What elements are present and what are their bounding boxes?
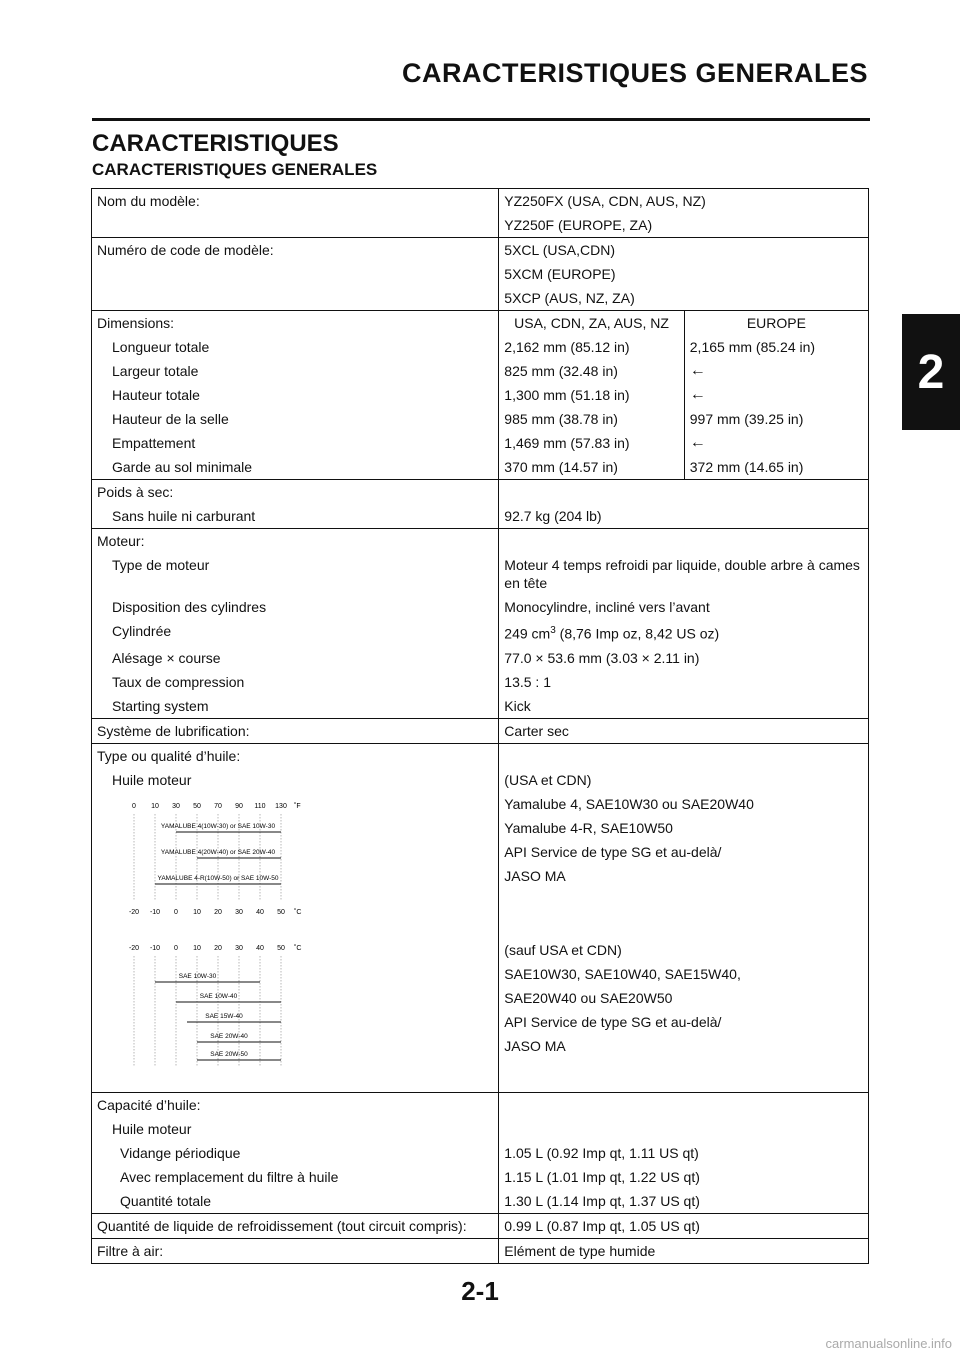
spec-sublabel: Taux de compression xyxy=(92,670,499,694)
tick-label-c: -10 xyxy=(149,944,161,952)
tick-label-c: 10 xyxy=(193,908,201,916)
spec-sublabel: Starting system xyxy=(92,694,499,719)
spec-value: 1,300 mm (51.18 in) xyxy=(499,383,684,407)
spec-label: Poids à sec: xyxy=(92,480,499,505)
tick-label-f: 10 xyxy=(151,802,159,810)
unit-label: ˚C xyxy=(294,908,302,916)
table-row xyxy=(92,1213,869,1238)
spec-value: Yamalube 4, SAE10W30 ou SAE20W40 xyxy=(504,795,754,812)
spec-label: Moteur: xyxy=(92,529,499,554)
table-row xyxy=(92,743,869,768)
spec-value: Kick xyxy=(499,694,869,719)
tick-label-c: 0 xyxy=(174,944,178,952)
spec-value: 370 mm (14.57 in) xyxy=(499,455,684,480)
table-row xyxy=(92,1117,869,1141)
spec-label: Capacité d’huile: xyxy=(92,1092,499,1117)
table-row xyxy=(92,646,869,670)
table-row xyxy=(92,619,869,646)
table-row xyxy=(92,1165,869,1189)
spec-value: 92.7 kg (204 lb) xyxy=(499,504,869,529)
spec-value: YZ250FX (USA, CDN, AUS, NZ) xyxy=(499,189,869,214)
same-as-arrow-icon: ← xyxy=(684,383,868,407)
table-row xyxy=(92,670,869,694)
spec-value: SAE10W30, SAE10W40, SAE15W40, xyxy=(504,965,741,982)
spec-value: Monocylindre, incliné vers l’avant xyxy=(499,595,869,619)
table-row xyxy=(92,189,869,214)
spec-sublabel: Disposition des cylindres xyxy=(92,595,499,619)
spec-label: Quantité de liquide de refroidissement (tout circuit compris): xyxy=(92,1213,499,1238)
spec-value: 1.30 L (1.14 Imp qt, 1.37 US qt) xyxy=(499,1189,869,1214)
tick-label-f: 0 xyxy=(132,802,136,810)
tick-label-c: 50 xyxy=(277,908,285,916)
table-row xyxy=(92,694,869,719)
tick-label-c: 20 xyxy=(214,944,222,952)
unit-label: ˚F xyxy=(294,802,301,810)
spec-value: 77.0 × 53.6 mm (3.03 × 2.11 in) xyxy=(499,646,869,670)
tick-label-f: 130 xyxy=(275,802,287,810)
spec-label: Dimensions: xyxy=(92,311,499,336)
unit-label: ˚C xyxy=(294,944,302,952)
spec-value: 13.5 : 1 xyxy=(499,670,869,694)
spec-sublabel: Quantité totale xyxy=(92,1189,499,1214)
spec-value: 1,469 mm (57.83 in) xyxy=(499,431,684,455)
tick-label-c: -20 xyxy=(128,944,140,952)
range-label: YAMALUBE 4(20W-40) or SAE 20W-40 xyxy=(160,848,276,856)
spec-label: Filtre à air: xyxy=(92,1238,499,1263)
tick-label-c: -20 xyxy=(128,908,140,916)
spec-value: 2,162 mm (85.12 in) xyxy=(499,335,684,359)
table-row xyxy=(92,407,869,431)
spec-value: API Service de type SG et au-delà/ xyxy=(504,1013,722,1030)
table-row xyxy=(92,335,869,359)
table-row xyxy=(92,238,869,263)
table-row xyxy=(92,504,869,529)
same-as-arrow-icon: ← xyxy=(684,359,868,383)
header-divider xyxy=(92,118,870,121)
table-row xyxy=(92,1092,869,1117)
tick-label-c: 10 xyxy=(193,944,201,952)
spec-value: YZ250F (EUROPE, ZA) xyxy=(499,213,869,238)
spec-sublabel: Garde au sol minimale xyxy=(92,455,499,480)
table-row xyxy=(92,383,869,407)
spec-sublabel: Avec remplacement du filtre à huile xyxy=(92,1165,499,1189)
spec-label: Type ou qualité d’huile: xyxy=(92,743,499,768)
table-row xyxy=(92,455,869,480)
spec-value: SAE20W40 ou SAE20W50 xyxy=(504,989,673,1006)
tick-label-f: 70 xyxy=(214,802,222,810)
tick-label-c: 50 xyxy=(277,944,285,952)
tick-label-f: 110 xyxy=(254,802,266,810)
spec-value: 997 mm (39.25 in) xyxy=(684,407,868,431)
chapter-tab: 2 xyxy=(902,314,960,430)
spec-value: Elément de type humide xyxy=(499,1238,869,1263)
table-row xyxy=(92,213,869,238)
spec-sublabel: Hauteur de la selle xyxy=(92,407,499,431)
same-as-arrow-icon: ← xyxy=(684,431,868,455)
tick-label-c: 20 xyxy=(214,908,222,916)
watermark: carmanualsonline.info xyxy=(825,1336,952,1351)
range-label: YAMALUBE 4(10W-30) or SAE 10W-30 xyxy=(160,822,276,830)
tick-label-f: 90 xyxy=(235,802,243,810)
spec-value: 1.05 L (0.92 Imp qt, 1.11 US qt) xyxy=(499,1141,869,1165)
table-row xyxy=(92,768,869,1093)
header-title: CARACTERISTIQUES GENERALES xyxy=(401,58,868,88)
spec-sublabel: Vidange périodique xyxy=(92,1141,499,1165)
range-label: SAE 20W-50 xyxy=(210,1050,248,1058)
tick-label-c: 40 xyxy=(256,944,264,952)
spec-sublabel: Huile moteur 0 10 30 50 70 90 110 130 ˚F YAMALUBE 4(10W-30) or SAE 10W-30 YAMALUBE 4(20W-40) or SAE 20W-40 YAMALUBE 4-R(10W-50) or SAE 10W-50 -20 -10 0 10 20 30 40 50 ˚C -20 -10 0 10 20 30 40 50 ˚C SAE 10W-30 SAE 10W-40 SAE 15W-40 SAE 20W-40 SAE 20W-50 xyxy=(92,768,499,1093)
spec-label: Système de lubrification: xyxy=(92,718,499,743)
chart-sae xyxy=(129,944,301,1067)
oil-viscosity-chart-svg xyxy=(112,792,312,1092)
spec-value: 372 mm (14.65 in) xyxy=(684,455,868,480)
tick-label-c: 30 xyxy=(235,908,243,916)
spec-sublabel: Hauteur totale xyxy=(92,383,499,407)
spec-value: 2,165 mm (85.24 in) xyxy=(684,335,868,359)
range-label: SAE 15W-40 xyxy=(205,1012,243,1020)
table-row xyxy=(92,718,869,743)
spec-value: 249 $cm^3$ (8,76 Imp oz, 8,42 US oz) xyxy=(499,619,869,646)
table-row xyxy=(92,529,869,554)
range-label: SAE 10W-40 xyxy=(199,992,238,1000)
tick-label-c: 30 xyxy=(235,944,243,952)
page-number: 2-1 xyxy=(461,1276,499,1306)
table-row xyxy=(92,1238,869,1263)
spec-sublabel: Largeur totale xyxy=(92,359,499,383)
range-label: SAE 10W-30 xyxy=(178,972,217,980)
spec-value: Carter sec xyxy=(499,718,869,743)
spec-value: 5XCL (USA,CDN) xyxy=(499,238,869,263)
tick-label-c: 0 xyxy=(174,908,178,916)
table-row xyxy=(92,1189,869,1214)
spec-value: 0.99 L (0.87 Imp qt, 1.05 US qt) xyxy=(499,1213,869,1238)
range-label: SAE 20W-40 xyxy=(210,1032,248,1040)
spec-sublabel: Type de moteur xyxy=(92,553,499,595)
spec-sublabel: Empattement xyxy=(92,431,499,455)
tick-label-c: -10 xyxy=(149,908,161,916)
spec-sublabel: Longueur totale xyxy=(92,335,499,359)
spec-value: 985 mm (38.78 in) xyxy=(499,407,684,431)
spec-value: JASO MA xyxy=(504,1037,566,1054)
spec-value: 1.15 L (1.01 Imp qt, 1.22 US qt) xyxy=(499,1165,869,1189)
spec-value: 5XCP (AUS, NZ, ZA) xyxy=(499,286,869,311)
table-row xyxy=(92,1141,869,1165)
spec-sublabel: Alésage × course xyxy=(92,646,499,670)
column-header: EUROPE xyxy=(684,311,868,336)
column-header: USA, CDN, ZA, AUS, NZ xyxy=(499,311,684,336)
chart-yamalube xyxy=(129,802,301,916)
spec-value: (USA et CDN) xyxy=(504,771,592,788)
spec-sublabel: Huile moteur xyxy=(92,1117,499,1141)
table-row xyxy=(92,286,869,311)
tick-label-f: 50 xyxy=(193,802,201,810)
spec-value: 5XCM (EUROPE) xyxy=(499,262,869,286)
oil-temperature-charts xyxy=(112,792,498,1092)
tick-label-f: 30 xyxy=(172,802,180,810)
spec-value: Moteur 4 temps refroidi par liquide, double arbre à cames en tête xyxy=(499,553,869,595)
spec-table xyxy=(91,188,869,1264)
spec-sublabel: Sans huile ni carburant xyxy=(92,504,499,529)
table-row xyxy=(92,553,869,595)
table-row xyxy=(92,480,869,505)
spec-label: Numéro de code de modèle: xyxy=(92,238,499,263)
spec-value: 825 mm (32.48 in) xyxy=(499,359,684,383)
range-label: YAMALUBE 4-R(10W-50) or SAE 10W-50 xyxy=(157,874,279,882)
tick-label-c: 40 xyxy=(256,908,264,916)
table-row xyxy=(92,311,869,336)
spec-label: Nom du modèle: xyxy=(92,189,499,214)
table-row xyxy=(92,359,869,383)
table-row xyxy=(92,595,869,619)
spec-value: API Service de type SG et au-delà/ xyxy=(504,843,722,860)
section-subtitle: CARACTERISTIQUES GENERALES xyxy=(92,160,378,179)
spec-value: (sauf USA et CDN) xyxy=(504,941,622,958)
spec-sublabel: Cylindrée xyxy=(92,619,499,646)
section-title: CARACTERISTIQUES xyxy=(92,130,339,157)
table-row xyxy=(92,431,869,455)
spec-value: Yamalube 4-R, SAE10W50 xyxy=(504,819,673,836)
spec-value: JASO MA xyxy=(504,867,566,884)
table-row xyxy=(92,262,869,286)
